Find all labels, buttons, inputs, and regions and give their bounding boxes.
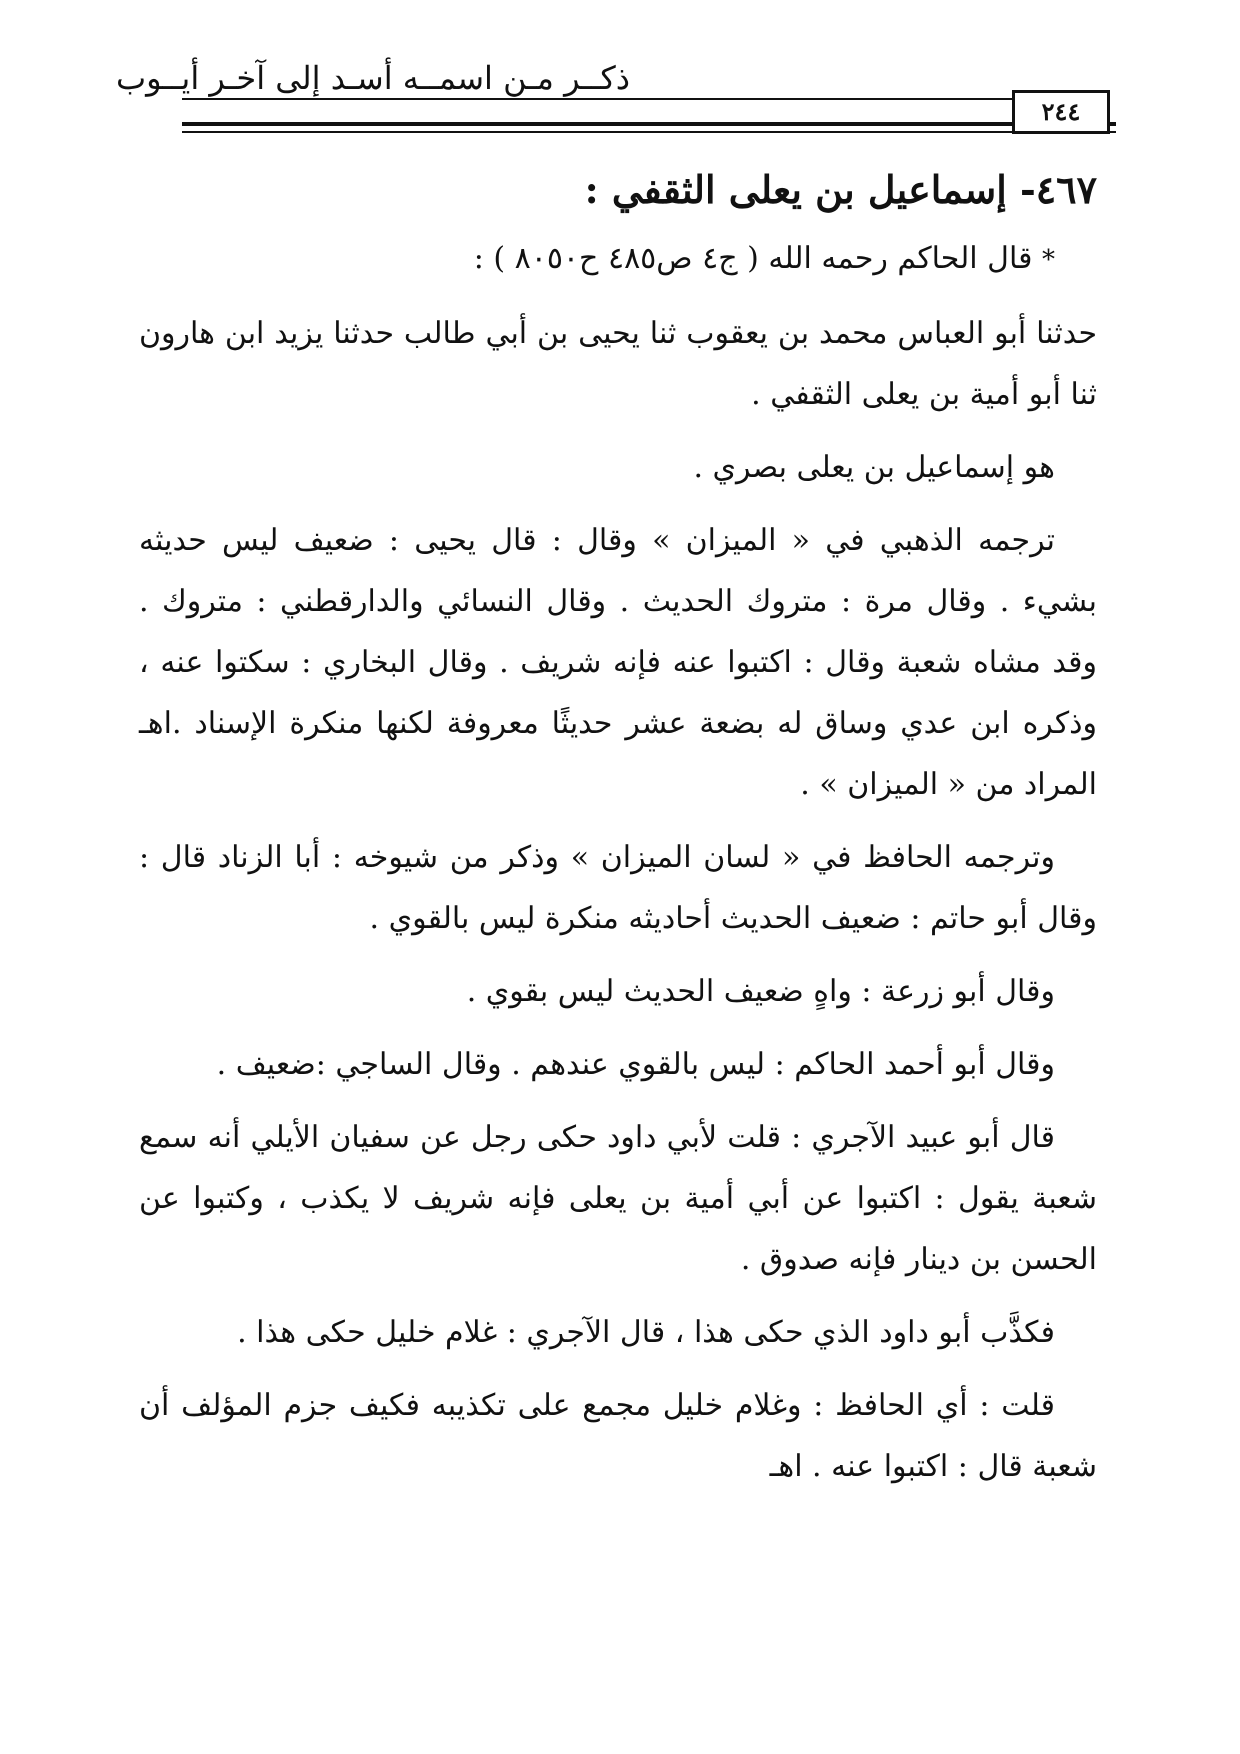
running-title: ذكــر مـن اسمــه أسـد إلى آخـر أيــوب: [116, 59, 630, 97]
paragraph-ajurri: قال أبو عبيد الآجري : قلت لأبي داود حكى رجل عن سفيان الأيلي أنه سمع شعبة يقول : اكتبوا عن أبي أمية بن يعلى فإنه شريف لا يكذب ، وكتبوا عن الحسن بن دينار فإنه صدوق .: [139, 1120, 1097, 1277]
paragraph-conclusion: قلت : أي الحافظ : وغلام خليل مجمع على تكذيبه فكيف جزم المؤلف أن شعبة قال : اكتبوا عنه . اهـ: [139, 1388, 1097, 1484]
main-content: [139, 162, 1097, 1509]
header-rule-thin: [182, 131, 1116, 133]
citation-marker: *: [1042, 245, 1055, 275]
header-rule-top: [182, 98, 1012, 100]
header-rule-thick: [182, 122, 1116, 126]
paragraph-abu-zura: وقال أبو زرعة : واهٍ ضعيف الحديث ليس بقوي .: [466, 974, 1055, 1009]
paragraph-isnad: حدثنا أبو العباس محمد بن يعقوب ثنا يحيى بن أبي طالب حدثنا يزيد ابن هارون ثنا أبو أمية بن يعلى الثقفي .: [139, 316, 1097, 412]
paragraph-identity: هو إسماعيل بن يعلى بصري .: [693, 450, 1055, 485]
citation-text: قال الحاكم رحمه الله ( ج٤ ص٤٨٥ ح٨٠٥٠ ) :: [473, 241, 1033, 276]
paragraph-abu-dawud: فكذَّب أبو داود الذي حكى هذا ، قال الآجري : غلام خليل حكى هذا .: [237, 1315, 1055, 1350]
page-number: ٢٤٤: [1012, 90, 1110, 134]
paragraph-dhahabi: ترجمه الذهبي في « الميزان » وقال : قال يحيى : ضعيف ليس حديثه بشيء . وقال مرة : متروك الحديث . وقال النسائي والدارقطني : متروك . وقد مشاه شعبة وقال : اكتبوا عنه فإنه شريف . وقال البخاري : سكتوا عنه ، وذكره ابن عدي وساق له بضعة عشر حديثًا معروفة لكنها منكرة الإسناد .اهـ المراد من « الميزان » .: [139, 523, 1097, 802]
citation-line: [139, 228, 1097, 291]
paragraph-abu-ahmad: وقال أبو أحمد الحاكم : ليس بالقوي عندهم . وقال الساجي :ضعيف .: [216, 1047, 1055, 1082]
paragraph-hafiz: وترجمه الحافظ في « لسان الميزان » وذكر من شيوخه : أبا الزناد قال : وقال أبو حاتم : ضعيف الحديث أحاديثه منكرة ليس بالقوي .: [139, 840, 1097, 936]
entry-heading: ٤٦٧- إسماعيل بن يعلى الثقفي :: [584, 167, 1097, 212]
